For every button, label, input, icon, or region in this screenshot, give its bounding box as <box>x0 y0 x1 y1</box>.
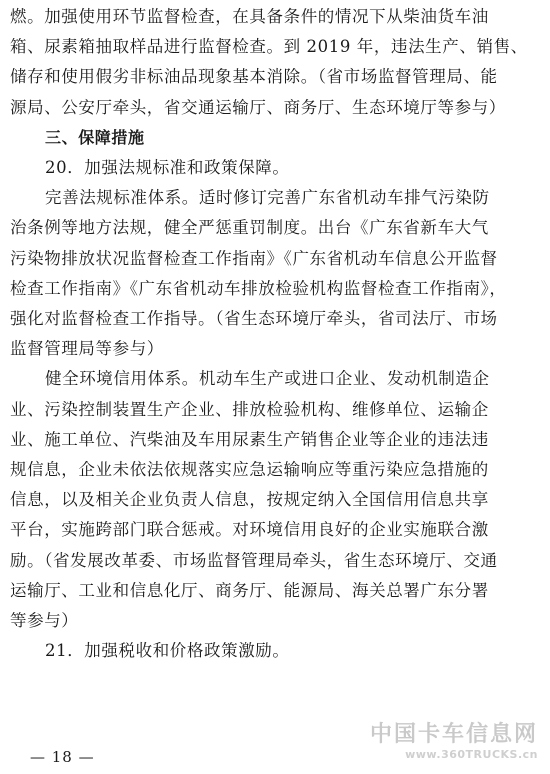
paragraph-credit-system <box>10 364 534 636</box>
text-line: 20．加强法规标准和政策保障。 <box>45 158 290 178</box>
text-line: 平台，实施跨部门联合惩戒。对环境信用良好的企业实施联合激 <box>10 520 489 540</box>
page-number: — 18 — <box>30 748 95 766</box>
section-heading <box>10 123 534 153</box>
watermark-url: www.360TRUCKS.cn <box>405 748 538 761</box>
text-line: 监督管理局等参与） <box>10 339 164 359</box>
text-line: 励。（省发展改革委、市场监督管理局牵头，省生态环境厅、交通 <box>10 550 498 570</box>
text-line: 治条例等地方法规，健全严惩重罚制度。出台《广东省新车大气 <box>10 218 489 238</box>
section-heading-text: 三、保障措施 <box>45 127 145 147</box>
watermark-logo <box>370 722 538 762</box>
text-line: 强化对监督检查工作指导。（省生态环境厅牵头，省司法厅、市场 <box>10 309 498 329</box>
text-line: 业、施工单位、汽柴油及车用尿素生产销售企业等企业的违法违 <box>10 429 489 449</box>
text-line: 检查工作指南》《广东省机动车排放检验机构监督检查工作指南》， <box>10 278 507 298</box>
text-line: 箱、尿素箱抽取样品进行监督检查。到 2019 年，违法生产、销售、 <box>10 37 528 57</box>
text-line: 源局、公安厅牵头，省交通运输厅、商务厅、生态环境厅等参与） <box>10 97 506 117</box>
text-line: 信息，以及相关企业负责人信息，按规定纳入全国信用信息共享 <box>10 490 489 510</box>
text-line: 等参与） <box>10 611 79 631</box>
text-line: 污染物排放状况监督检查工作指南》《广东省机动车信息公开监督 <box>10 248 498 268</box>
paragraph-fuel-supervision <box>10 2 534 123</box>
item-heading-20 <box>10 153 534 183</box>
document-body <box>10 2 534 666</box>
item-heading-21 <box>10 636 534 666</box>
text-line: 燃。加强使用环节监督检查，在具备条件的情况下从柴油货车油 <box>10 7 489 26</box>
text-line: 健全环境信用体系。机动车生产或进口企业、发动机制造企 <box>45 369 490 389</box>
text-line: 规信息，企业未依法依规落实应急运输响应等重污染应急措施的 <box>10 460 489 480</box>
text-line: 业、污染控制装置生产企业、排放检验机构、维修单位、运输企 <box>10 399 489 419</box>
text-line: 完善法规标准体系。适时修订完善广东省机动车排气污染防 <box>45 188 490 208</box>
text-line: 运输厅、工业和信息化厅、商务厅、能源局、海关总署广东分署 <box>10 580 489 600</box>
watermark-text: 中国卡车信息网 <box>369 722 538 747</box>
paragraph-regulations <box>10 183 534 364</box>
text-line: 储存和使用假劣非标油品现象基本消除。（省市场监督管理局、能 <box>10 67 498 87</box>
text-line: 21．加强税收和价格政策激励。 <box>45 641 290 661</box>
